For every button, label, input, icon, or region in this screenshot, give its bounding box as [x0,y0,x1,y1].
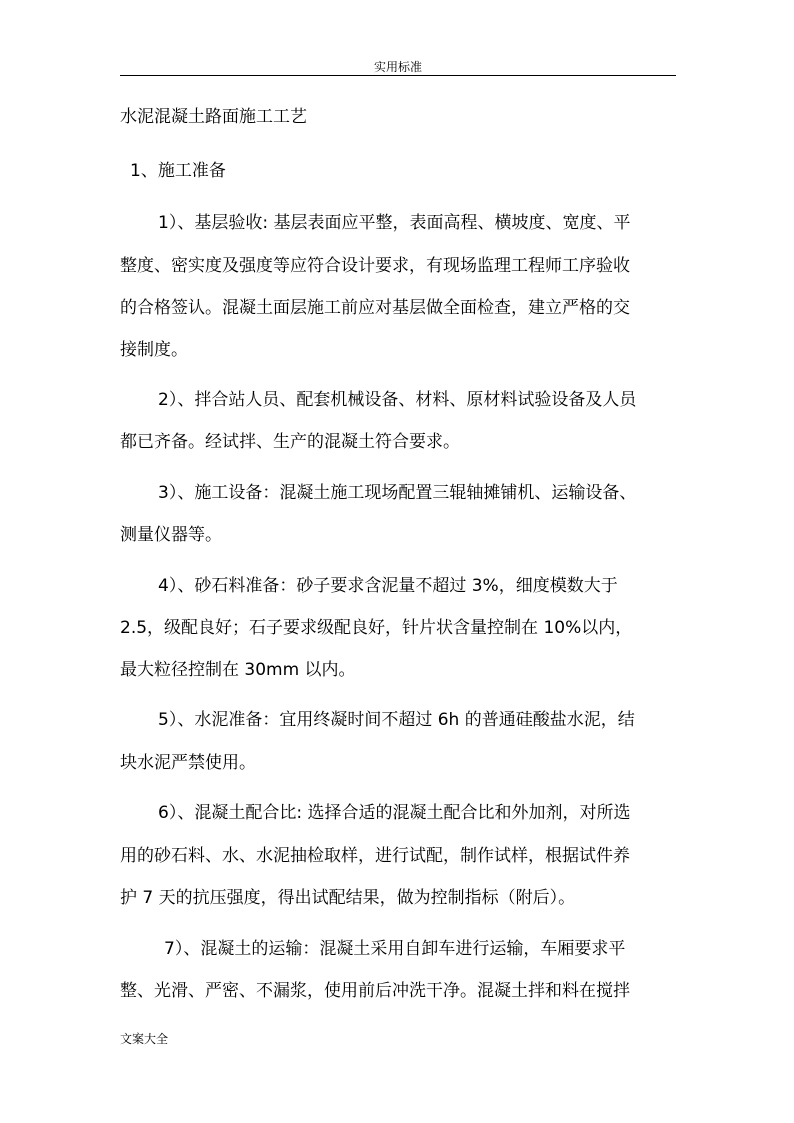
page-header: 实用标准 [373,60,422,74]
paragraph-6-line-2: 用的砂石料、水、水泥抽检取样，进行试配，制作试样，根据试件养 [120,846,630,866]
paragraph-1-line-2: 整度、密实度及强度等应符合设计要求，有现场监理工程师工序验收 [120,256,630,276]
paragraph-4-line-3: 最大粒径控制在 30mm 以内。 [120,660,356,680]
paragraph-1-line-1: 1）、基层验收: 基层表面应平整，表面高程、横坡度、宽度、平 [158,213,631,233]
paragraph-6-line-1: 6）、混凝土配合比: 选择合适的混凝土配合比和外加剂，对所选 [158,803,631,823]
paragraph-4-line-2: 2.5，级配良好；石子要求级配良好，针片状含量控制在 10%以内， [120,618,633,638]
paragraph-3-line-2: 测量仪器等。 [120,525,222,545]
paragraph-6-line-3: 护 7 天的抗压强度，得出试配结果，做为控制指标（附后）。 [120,888,576,908]
paragraph-1-line-3: 的合格签认。混凝土面层施工前应对基层做全面检查，建立严格的交 [120,298,630,318]
paragraph-7-line-1: 7）、混凝土的运输：混凝土采用自卸车进行运输，车厢要求平 [164,939,626,959]
header-divider [120,75,676,76]
paragraph-4-line-1: 4）、砂石料准备：砂子要求含泥量不超过 3%，细度模数大于 [158,576,618,596]
paragraph-5-line-1: 5）、水泥准备：宜用终凝时间不超过 6h 的普通硅酸盐水泥，结 [158,710,635,730]
paragraph-7-line-2: 整、光滑、严密、不漏浆，使用前后冲洗干净。混凝土拌和料在搅拌 [120,981,630,1001]
paragraph-5-line-2: 块水泥严禁使用。 [120,753,256,773]
section-heading: 1、施工准备 [130,161,226,181]
paragraph-1-line-4: 接制度。 [120,340,188,360]
paragraph-2-line-1: 2）、拌合站人员、配套机械设备、材料、原材料试验设备及人员 [158,390,637,410]
page-footer: 文案大全 [120,1032,169,1046]
document-title: 水泥混凝土路面施工工艺 [120,107,307,127]
paragraph-2-line-2: 都已齐备。经试拌、生产的混凝土符合要求。 [120,432,460,452]
paragraph-3-line-1: 3）、施工设备：混凝土施工现场配置三辊轴摊铺机、运输设备、 [158,483,637,503]
